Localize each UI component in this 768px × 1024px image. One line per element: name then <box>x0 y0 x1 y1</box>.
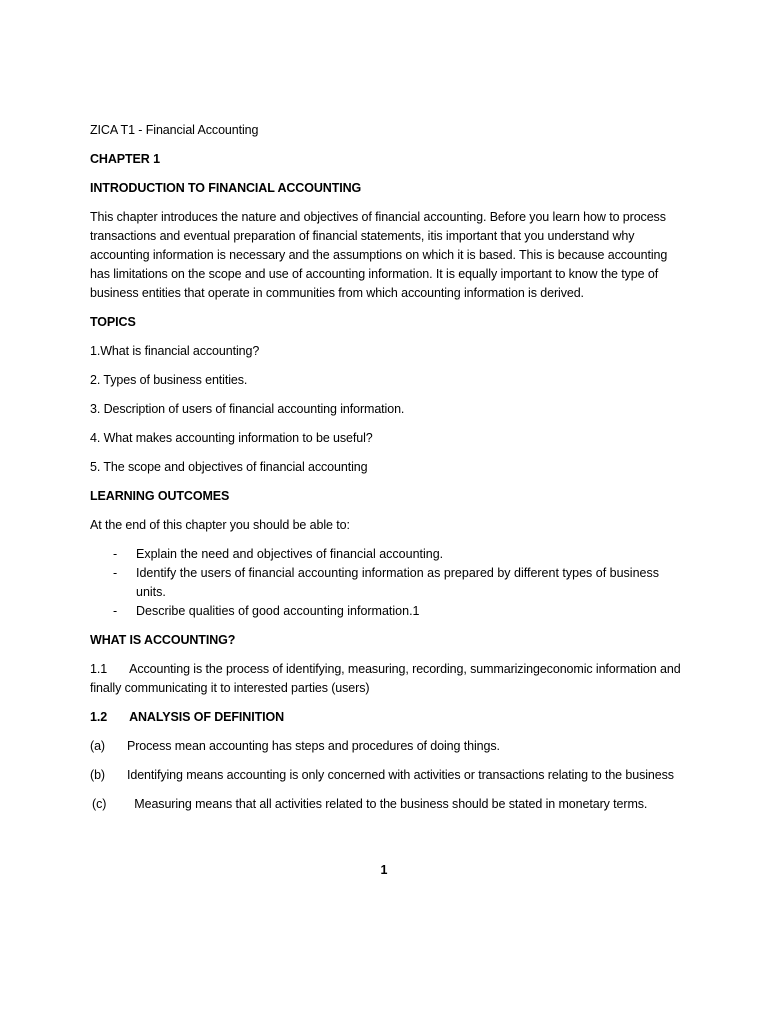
chapter-title: INTRODUCTION TO FINANCIAL ACCOUNTING <box>90 181 362 195</box>
topics-heading: TOPICS <box>90 315 136 329</box>
bullet-dash: - <box>113 547 118 561</box>
analysis-item-label: (a) <box>90 739 105 753</box>
analysis-item-label: (c) <box>92 797 107 811</box>
analysis-heading-line <box>90 708 685 727</box>
analysis-item <box>90 737 685 756</box>
topic-item-3: 3. Description of users of financial accounting information. <box>90 402 405 416</box>
bullet-dash: - <box>113 566 118 580</box>
intro-paragraph: This chapter introduces the nature and objectives of financial accounting. Before you learn how to process transactions and eventual preparation of financial statements, itis important that you understand why accounting information is necessary and the assumptions on which it is based. This is because accounting has limitations on the scope and use of accounting information. It is equally important to know the type of business entities that operate in communities from which accounting information is derived. <box>90 210 668 300</box>
page-number: 1 <box>380 863 388 877</box>
topic-item-4: 4. What makes accounting information to be useful? <box>90 431 373 445</box>
learning-outcome-item <box>90 602 685 621</box>
analysis-item-text: Measuring means that all activities related to the business should be stated in monetary terms. <box>134 797 648 811</box>
what-is-accounting-heading: WHAT IS ACCOUNTING? <box>90 633 236 647</box>
topic-item-2: 2. Types of business entities. <box>90 373 248 387</box>
analysis-item-label: (b) <box>90 768 105 782</box>
learning-outcome-text: Identify the users of financial accounting information as prepared by different types of business units. <box>136 566 659 599</box>
topic-item-1: 1.What is financial accounting? <box>90 344 260 358</box>
document-header: ZICA T1 - Financial Accounting <box>90 123 259 137</box>
chapter-label: CHAPTER 1 <box>90 152 160 166</box>
learning-outcomes-heading: LEARNING OUTCOMES <box>90 489 230 503</box>
analysis-item-text: Process mean accounting has steps and procedures of doing things. <box>126 739 500 753</box>
definition-text: Accounting is the process of identifying, measuring, recording, summarizingeconomic information and finally communicating it to interested parties (users) <box>90 662 681 695</box>
definition-paragraph <box>90 660 685 698</box>
learning-outcome-item <box>90 564 685 602</box>
analysis-number: 1.2 <box>90 710 108 724</box>
analysis-item <box>90 766 685 785</box>
learning-outcome-text: Explain the need and objectives of financial accounting. <box>136 547 444 561</box>
learning-outcome-item <box>90 545 685 564</box>
page-content <box>90 121 685 824</box>
topic-item-5: 5. The scope and objectives of financial accounting <box>90 460 368 474</box>
learning-outcomes-list <box>90 545 685 621</box>
definition-number: 1.1 <box>90 662 108 676</box>
analysis-item-text: Identifying means accounting is only concerned with activities or transactions relating to the business <box>126 768 674 782</box>
analysis-heading: ANALYSIS OF DEFINITION <box>129 710 285 724</box>
learning-outcomes-intro: At the end of this chapter you should be able to: <box>90 518 350 532</box>
bullet-dash: - <box>113 604 118 618</box>
analysis-item <box>90 795 685 814</box>
learning-outcome-text: Describe qualities of good accounting information.1 <box>136 604 420 618</box>
